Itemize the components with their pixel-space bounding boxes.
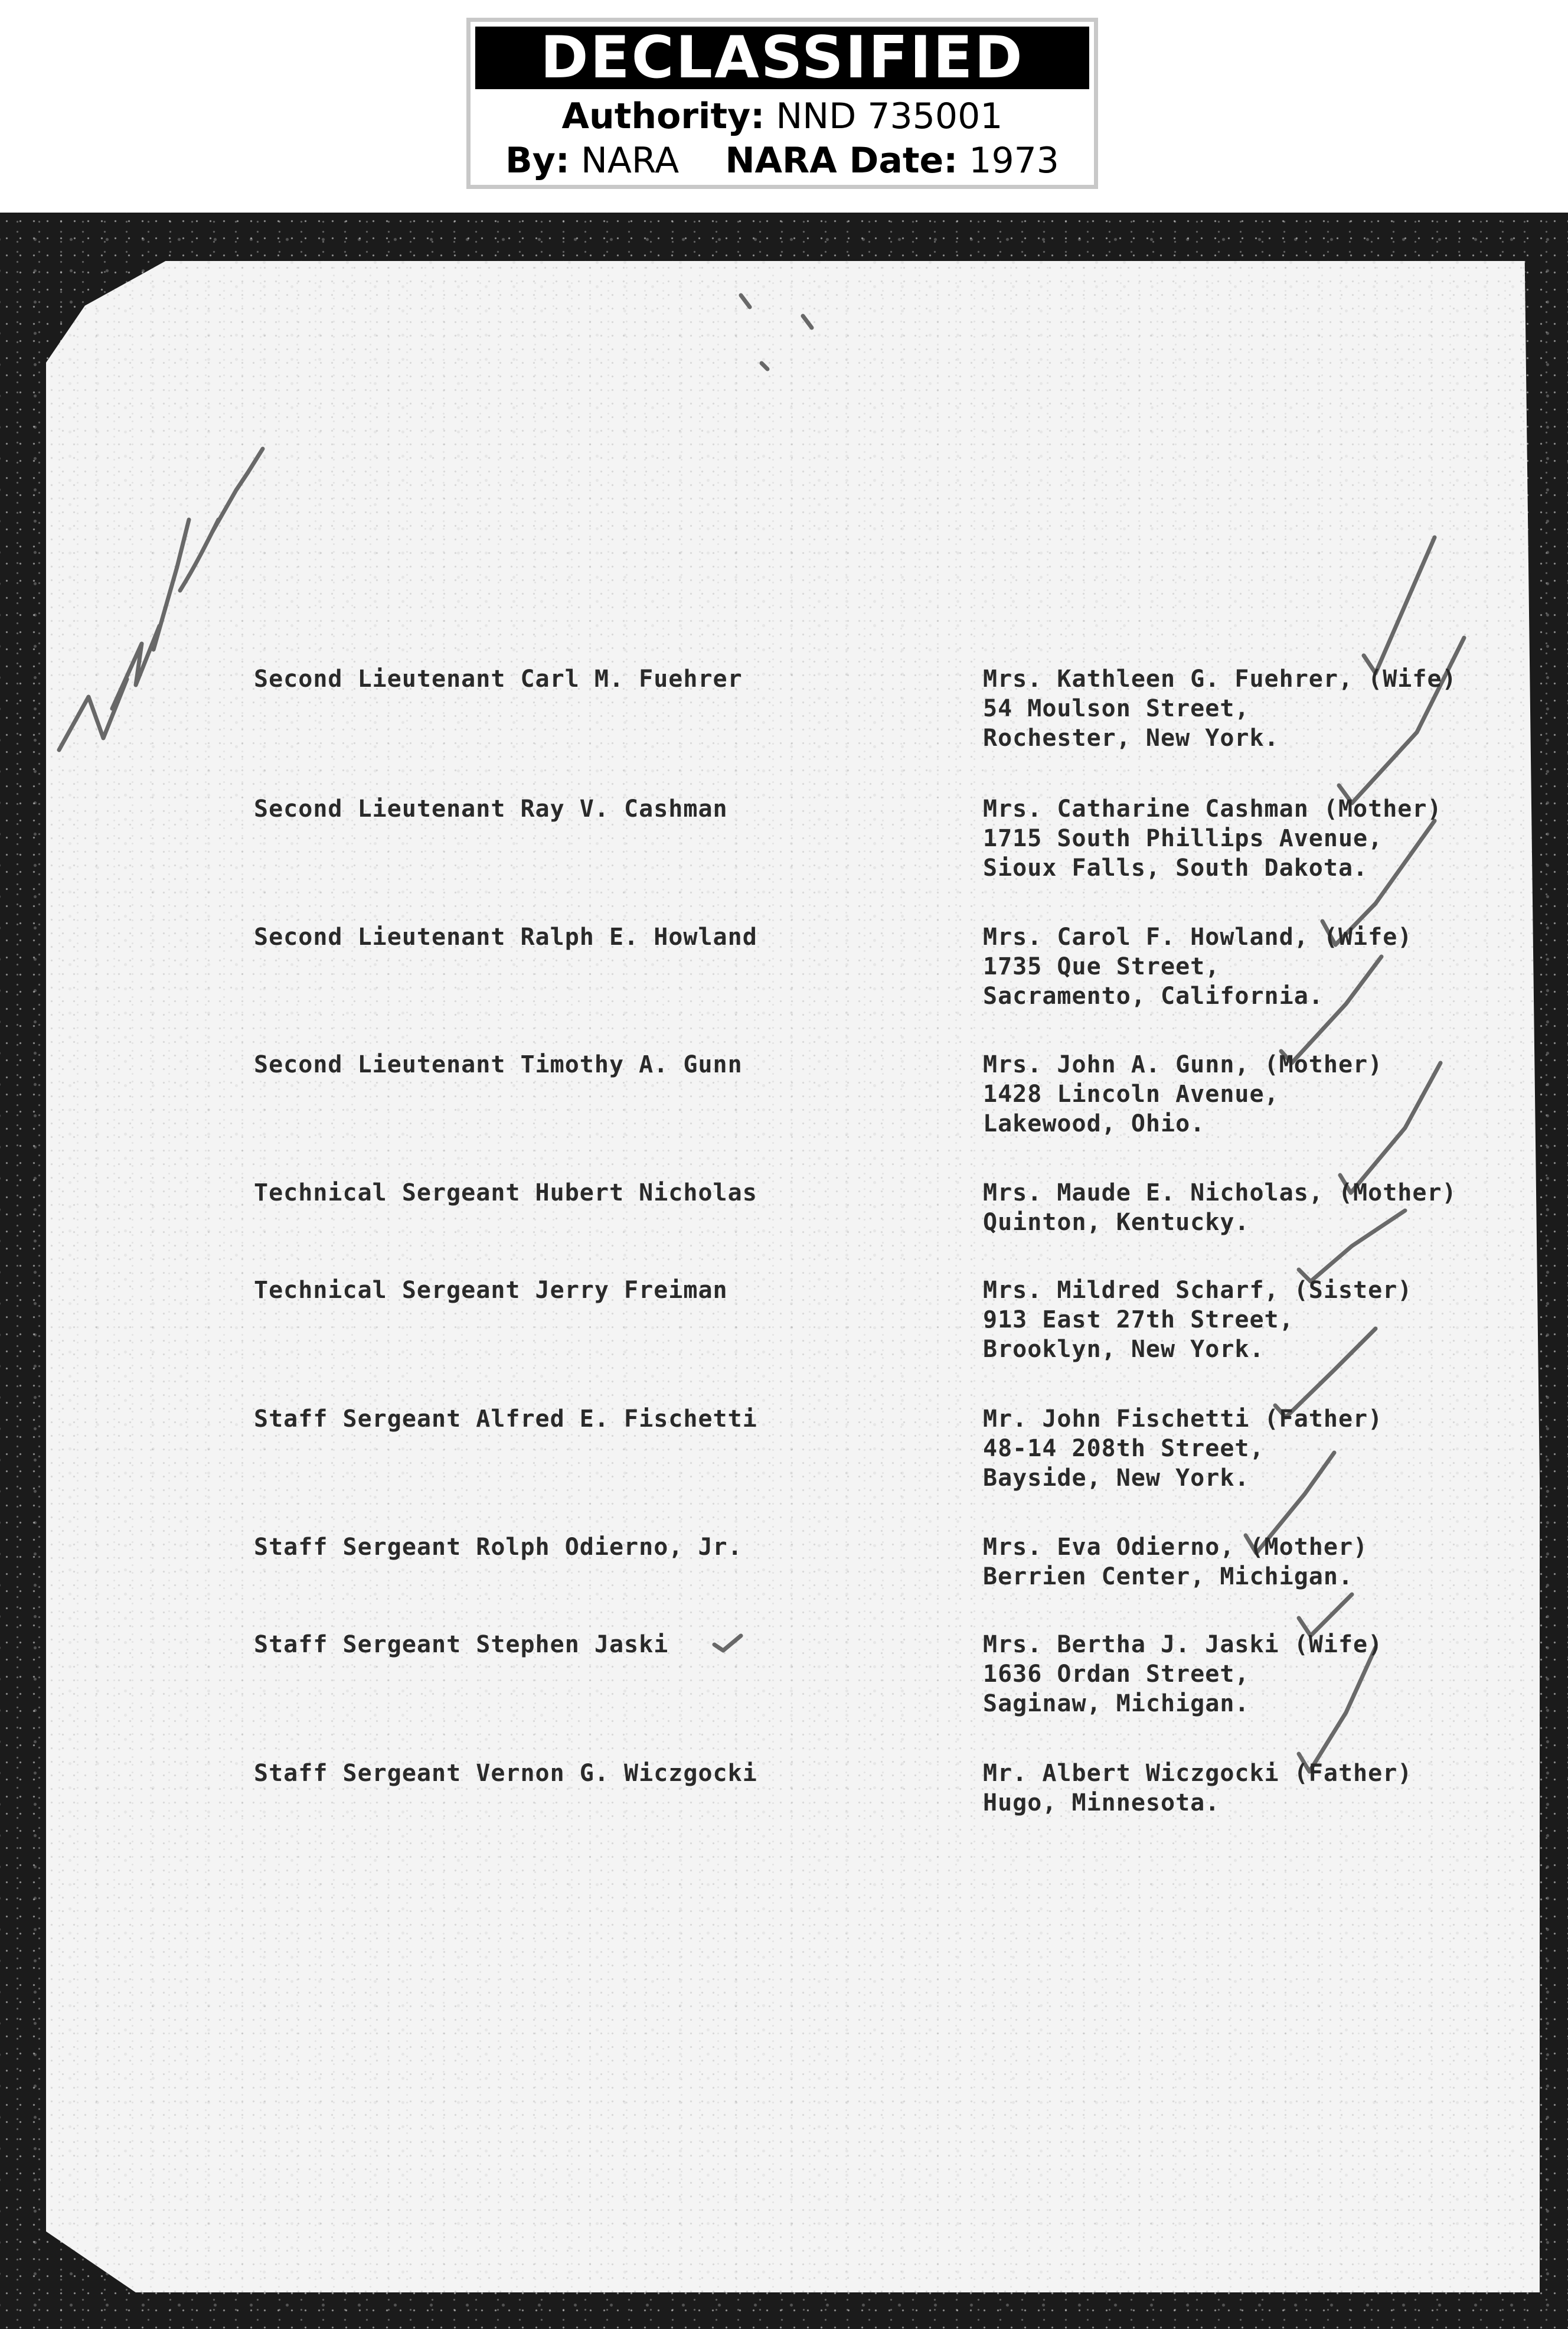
stamp-by-line	[471, 140, 1094, 181]
kin-line: Mrs. Mildred Scharf, (Sister)	[983, 1277, 1413, 1304]
next-of-kin	[983, 664, 1457, 753]
stamp-title: DECLASSIFIED	[475, 27, 1089, 89]
rank-name: Technical Sergeant Jerry Freiman	[254, 1277, 728, 1304]
next-of-kin	[983, 1178, 1457, 1237]
kin-line: 1735 Que Street,	[983, 953, 1220, 980]
kin-line: Mrs. Eva Odierno, (Mother)	[983, 1534, 1368, 1561]
stamp-authority-line	[471, 96, 1094, 137]
kin-line: Mr. John Fischetti (Father)	[983, 1405, 1383, 1433]
kin-line: Brooklyn, New York.	[983, 1336, 1265, 1363]
kin-line: 913 East 27th Street,	[983, 1306, 1294, 1333]
rank-name: Staff Sergeant Alfred E. Fischetti	[254, 1405, 757, 1433]
kin-line: Mrs. John A. Gunn, (Mother)	[983, 1051, 1383, 1078]
kin-line: Mrs. Maude E. Nicholas, (Mother)	[983, 1179, 1457, 1206]
kin-line: Saginaw, Michigan.	[983, 1690, 1250, 1717]
kin-line: Hugo, Minnesota.	[983, 1789, 1220, 1816]
rank-name: Staff Sergeant Rolph Odierno, Jr.	[254, 1534, 743, 1561]
rank-name: Technical Sergeant Hubert Nicholas	[254, 1179, 757, 1206]
stamp-authority-label: Authority:	[561, 96, 765, 137]
next-of-kin	[983, 1404, 1383, 1493]
stamp-authority-value: NND 735001	[776, 96, 1003, 137]
kin-line: Mrs. Catharine Cashman (Mother)	[983, 795, 1442, 823]
kin-line: Sioux Falls, South Dakota.	[983, 854, 1368, 882]
kin-line: Lakewood, Ohio.	[983, 1110, 1206, 1137]
kin-line: Bayside, New York.	[983, 1464, 1250, 1492]
rank-name: Second Lieutenant Ralph E. Howland	[254, 924, 757, 951]
next-of-kin	[983, 1050, 1383, 1139]
kin-line: 54 Moulson Street,	[983, 695, 1250, 722]
kin-line: Mrs. Kathleen G. Fuehrer, (Wife)	[983, 666, 1457, 693]
kin-line: Mr. Albert Wiczgocki (Father)	[983, 1760, 1413, 1787]
rank-name: Second Lieutenant Carl M. Fuehrer	[254, 666, 743, 693]
stamp-date-label: NARA Date:	[725, 140, 958, 181]
kin-line: Quinton, Kentucky.	[983, 1209, 1250, 1236]
kin-line: Sacramento, California.	[983, 983, 1324, 1010]
kin-line: 1715 South Phillips Avenue,	[983, 825, 1383, 852]
scanned-page	[0, 213, 1568, 2329]
kin-line: Mrs. Carol F. Howland, (Wife)	[983, 924, 1413, 951]
rank-name: Second Lieutenant Timothy A. Gunn	[254, 1051, 743, 1078]
rank-name: Staff Sergeant Vernon G. Wiczgocki	[254, 1760, 757, 1787]
next-of-kin	[983, 1630, 1383, 1718]
declassified-stamp	[466, 18, 1098, 189]
next-of-kin	[983, 794, 1442, 883]
stamp-date-value: 1973	[969, 140, 1059, 181]
rank-name: Second Lieutenant Ray V. Cashman	[254, 795, 728, 823]
kin-line: Rochester, New York.	[983, 725, 1279, 752]
kin-line: 1428 Lincoln Avenue,	[983, 1081, 1279, 1108]
kin-line: Berrien Center, Michigan.	[983, 1563, 1354, 1590]
kin-line: Mrs. Bertha J. Jaski (Wife)	[983, 1631, 1383, 1658]
stamp-by-value: NARA	[580, 140, 680, 181]
kin-line: 48-14 208th Street,	[983, 1435, 1265, 1462]
next-of-kin	[983, 1759, 1412, 1818]
next-of-kin	[983, 922, 1412, 1011]
kin-line: 1636 Ordan Street,	[983, 1661, 1250, 1688]
stamp-by-label: By:	[505, 140, 570, 181]
rank-name: Staff Sergeant Stephen Jaski	[254, 1631, 669, 1658]
next-of-kin	[983, 1532, 1368, 1591]
next-of-kin	[983, 1276, 1412, 1364]
